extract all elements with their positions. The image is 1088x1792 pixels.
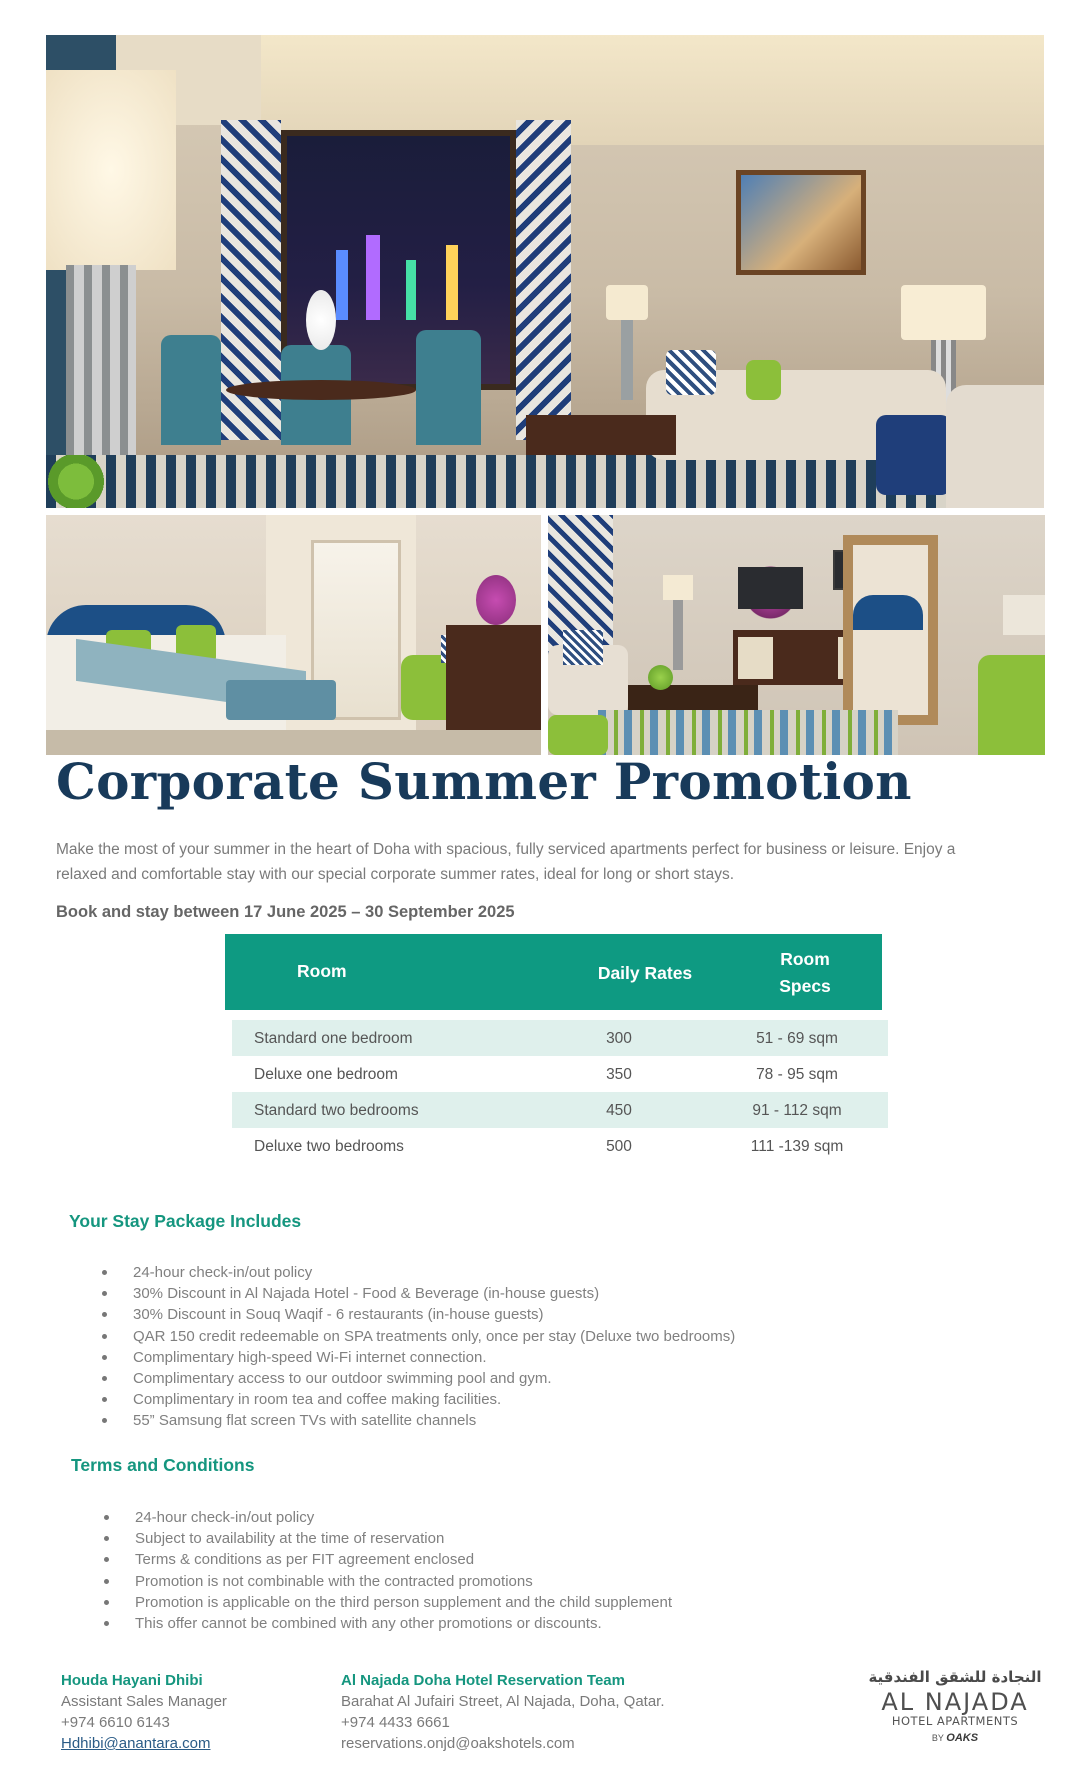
daily-rate: 300 [606,1030,632,1047]
daily-rate: 350 [606,1066,632,1083]
header-room-specs-line2: Specs [779,976,831,996]
sales-contact [61,1670,227,1754]
intro-paragraph: Make the most of your summer in the heart of Doha with spacious, fully serviced apartments perfect for business or leisure. Enjoy a relaxed and comfortable stay with our special corporate summer rates, ideal for long or short stays. [56,841,956,883]
header-room: Room [297,961,347,981]
contact-name: Houda Hayani Dhibi [61,1672,203,1689]
header-daily-rates: Daily Rates [597,963,693,983]
terms-list [135,1507,672,1634]
package-heading: Your Stay Package Includes [69,1211,302,1231]
hero-living-room-photo [46,35,1044,508]
contact-role: Assistant Sales Manager [61,1693,227,1710]
list-item: 30% Discount in Al Najada Hotel - Food & Beverage (in-house guests) [133,1283,735,1304]
room-name: Deluxe one bedroom [254,1066,398,1083]
bedroom-photo [46,515,541,755]
room-name: Deluxe two bedrooms [254,1138,404,1155]
living-room-photo [548,515,1045,755]
room-size: 111 -139 sqm [750,1138,844,1155]
room-name: Standard two bedrooms [254,1102,419,1119]
contact-phone: +974 6610 6143 [61,1714,170,1731]
logo-byline [860,1732,1050,1744]
list-item: This offer cannot be combined with any other promotions or discounts. [135,1613,672,1634]
table-row [232,1092,888,1128]
oaks-brand: OAKS [946,1732,979,1744]
contact-name: Al Najada Doha Hotel Reservation Team [341,1672,625,1689]
package-list [133,1262,735,1432]
list-item: QAR 150 credit redeemable on SPA treatments only, once per stay (Deluxe two bedrooms) [133,1326,735,1347]
daily-rate: 450 [606,1102,632,1119]
room-size: 51 - 69 sqm [756,1030,838,1047]
contact-email: reservations.onjd@oakshotels.com [341,1735,575,1752]
logo-by-text: BY [931,1733,944,1743]
list-item: Complimentary access to our outdoor swimming pool and gym. [133,1368,735,1389]
rates-table-header [225,934,882,1010]
list-item: 24-hour check-in/out policy [133,1262,735,1283]
table-row [232,1020,888,1056]
list-item: 55” Samsung flat screen TVs with satellite channels [133,1410,735,1431]
list-item: Promotion is applicable on the third person supplement and the child supplement [135,1592,672,1613]
logo-arabic-text: النجادة للشقق الفندقية [868,1668,1042,1686]
contact-address: Barahat Al Jufairi Street, Al Najada, Doha, Qatar. [341,1693,665,1710]
logo-subtitle: HOTEL APARTMENTS [891,1714,1019,1728]
table-row [232,1128,888,1164]
room-name: Standard one bedroom [254,1030,413,1047]
rates-table-body [232,1020,888,1164]
table-row [232,1056,888,1092]
page-title: Corporate Summer Promotion [56,752,912,811]
list-item: Complimentary in room tea and coffee making facilities. [133,1389,735,1410]
room-size: 91 - 112 sqm [752,1102,842,1119]
list-item: Complimentary high-speed Wi-Fi internet connection. [133,1347,735,1368]
list-item: Terms & conditions as per FIT agreement enclosed [135,1549,672,1570]
terms-heading: Terms and Conditions [71,1455,255,1475]
booking-period: Book and stay between 17 June 2025 – 30 September 2025 [56,903,515,921]
header-room-specs [750,946,860,1000]
reservation-contact [341,1670,665,1754]
contact-email-link[interactable]: Hdhibi@anantara.com [61,1735,211,1752]
contact-phone: +974 4433 6661 [341,1714,450,1731]
room-size: 78 - 95 sqm [756,1066,838,1083]
logo-name: AL NAJADA [881,1688,1029,1716]
daily-rate: 500 [606,1138,632,1155]
list-item: Promotion is not combinable with the contracted promotions [135,1571,672,1592]
list-item: 30% Discount in Souq Waqif - 6 restaurants (in-house guests) [133,1304,735,1325]
al-najada-logo [860,1668,1050,1758]
list-item: 24-hour check-in/out policy [135,1507,672,1528]
header-room-specs-line1: Room [780,949,830,969]
list-item: Subject to availability at the time of reservation [135,1528,672,1549]
